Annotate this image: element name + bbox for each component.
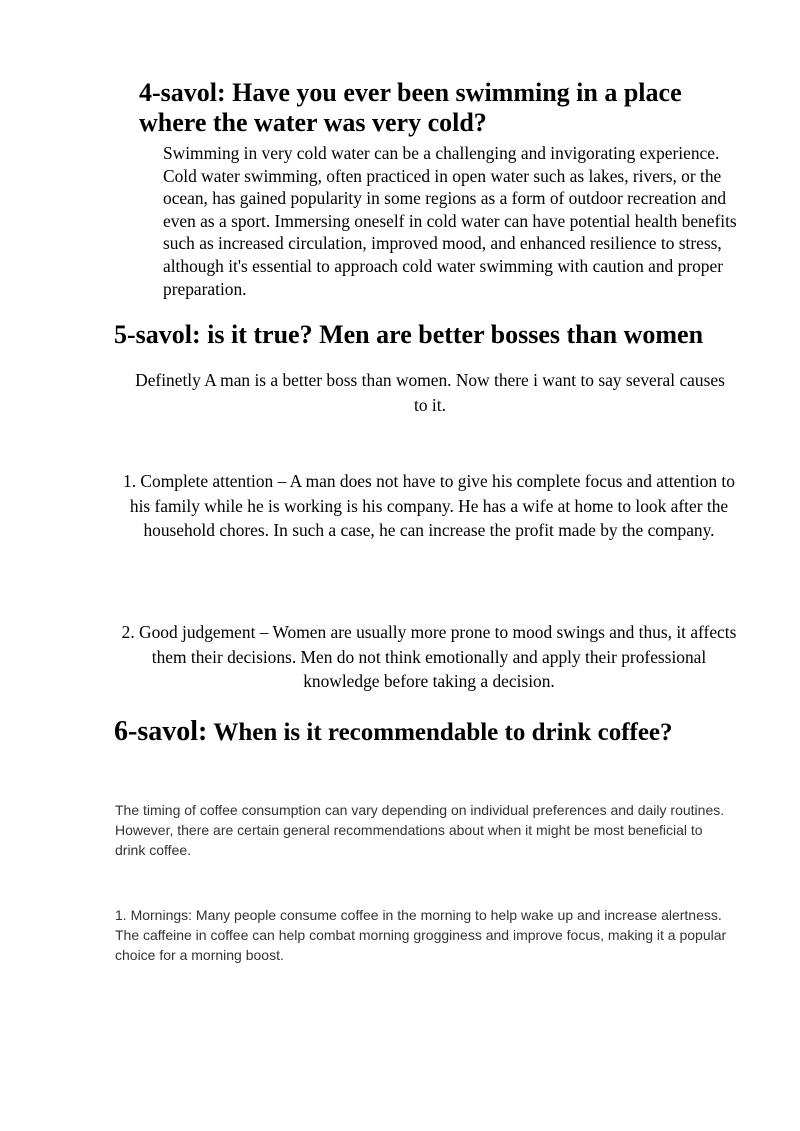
question-4-heading (139, 78, 739, 138)
question-6-intro: The timing of coffee consumption can vary depending on individual preferences and daily routines. However, there are certain general recommendations about when it might be most beneficial to drink coffee. (115, 802, 725, 858)
question-5-point-2: 2. Good judgement – Women are usually more prone to mood swings and thus, it affects them their decisions. Men do not think emotionally and apply their professional knowledge before taking a decision. (121, 622, 737, 691)
question-6-point-1: 1. Mornings: Many people consume coffee in the morning to help wake up and increase alertness. The caffeine in coffee can help combat morning grogginess and improve focus, making it a popular choice for a morning boost. (115, 907, 727, 963)
question-6-text: When is it recommendable to drink coffee? (213, 719, 673, 746)
question-5-intro: Definetly A man is a better boss than women. Now there i want to say several causes to it. (135, 370, 725, 415)
question-6-label: 6-savol: (114, 716, 208, 747)
question-6-heading (114, 714, 774, 751)
question-5-heading: 5-savol: is it true? Men are better bosses than women (114, 320, 704, 349)
question-4-label: 4-savol: (139, 78, 226, 107)
question-4-text: Have you ever been swimming in a place where the water was very cold? (139, 78, 682, 137)
question-4-answer: Swimming in very cold water can be a challenging and invigorating experience. Cold water swimming, often practiced in open water such as lakes, rivers, or the ocean, has gained popularity in some regions as a form of outdoor recreation and even as a sport. Immersing oneself in cold water can have potential health benefits such as increased circulation, improved mood, and enhanced resilience to stress, although it's essential to approach cold water swimming with caution and proper preparation. (163, 143, 737, 299)
question-5-point-1: 1. Complete attention – A man does not have to give his complete focus and attention to his family while he is working is his company. He has a wife at home to look after the household chores. In such a case, he can increase the profit made by the company. (123, 471, 735, 540)
